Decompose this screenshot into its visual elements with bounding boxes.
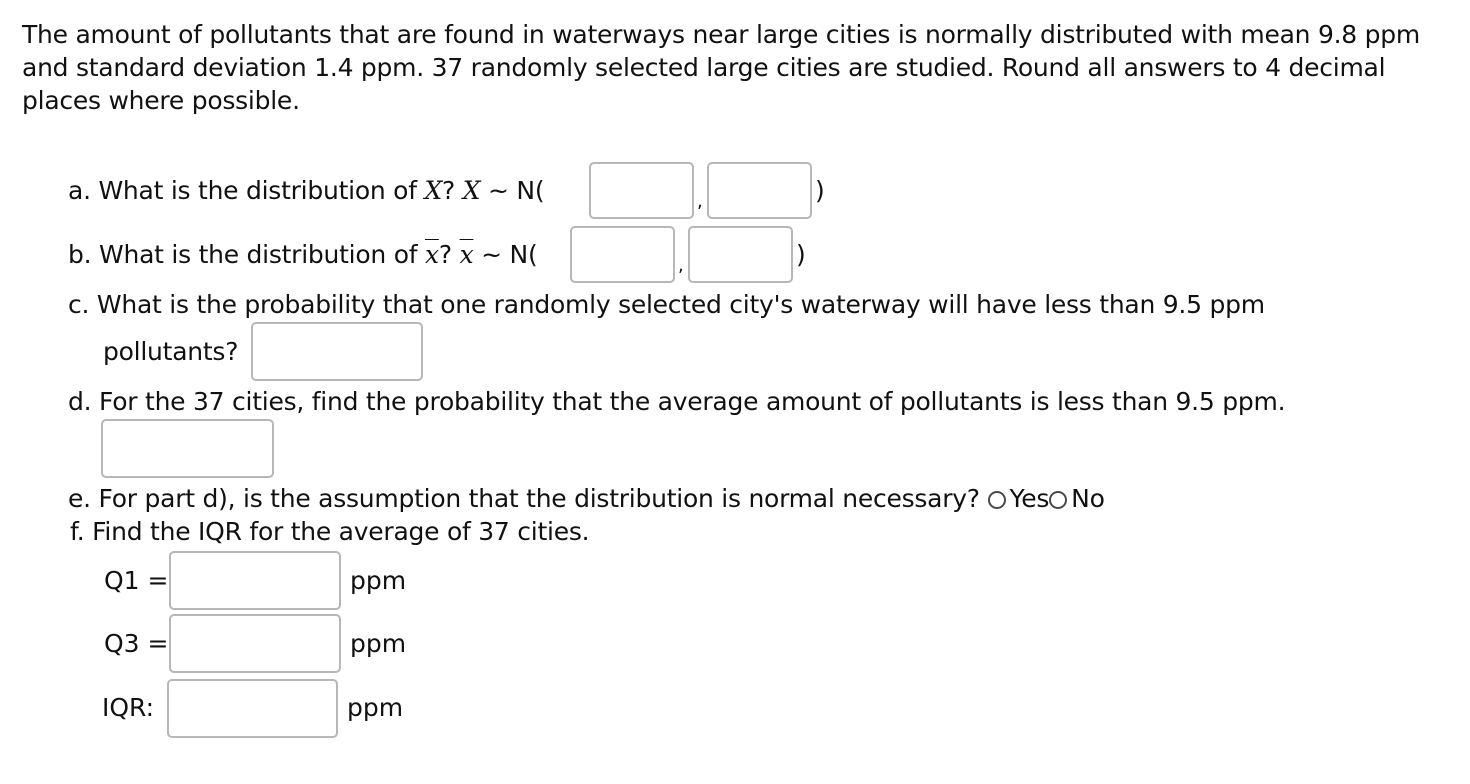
iqr-input[interactable] xyxy=(167,679,338,738)
distribution-notation-b: ~ N( xyxy=(473,240,538,269)
question-b xyxy=(68,240,537,270)
question-d: d. For the 37 cities, find the probability that the average amount of pollutants is less than 9.5 ppm. xyxy=(68,387,1286,416)
question-c-line2: pollutants? xyxy=(103,337,239,366)
variable-x-2: X xyxy=(462,176,481,205)
question-a-mid: ? xyxy=(442,176,463,205)
b-comma: , xyxy=(678,255,684,276)
question-b-mid: ? xyxy=(438,240,460,269)
problem-statement: The amount of pollutants that are found in waterways near large cities is normally distributed with mean 9.8 ppm and standard deviation 1.4 ppm. 37 randomly selected large cities are studied. Round all answers to 4 decimal places where possible. xyxy=(22,20,1421,115)
a-sd-input[interactable] xyxy=(707,162,812,219)
variable-xbar: $\overline{x}$ xyxy=(425,240,439,269)
q3-label: Q3 = xyxy=(104,629,169,658)
a-comma: , xyxy=(697,191,703,212)
a-close-paren: ) xyxy=(815,176,825,205)
iqr-unit: ppm xyxy=(347,693,404,722)
question-a-prefix: a. What is the distribution of xyxy=(68,176,425,205)
a-mean-input[interactable] xyxy=(589,162,694,219)
b-close-paren: ) xyxy=(796,240,806,269)
variable-x: X xyxy=(424,176,443,205)
b-mean-input[interactable] xyxy=(570,226,675,283)
q1-unit: ppm xyxy=(350,566,407,595)
question-e xyxy=(68,484,1105,514)
iqr-label: IQR: xyxy=(102,693,155,722)
question-e-text: e. For part d), is the assumption that the distribution is normal necessary? xyxy=(68,484,980,513)
c-probability-input[interactable] xyxy=(251,322,423,381)
question-f: f. Find the IQR for the average of 37 cities. xyxy=(70,517,590,546)
no-label[interactable]: No xyxy=(1071,484,1105,513)
question-a xyxy=(68,176,544,206)
question-c-line1: c. What is the probability that one randomly selected city's waterway will have less than 9.5 ppm xyxy=(68,290,1265,319)
q1-input[interactable] xyxy=(169,551,341,610)
d-probability-input[interactable] xyxy=(101,419,274,478)
question-b-prefix: b. What is the distribution of xyxy=(68,240,425,269)
q1-label: Q1 = xyxy=(104,566,169,595)
distribution-notation: ~ N( xyxy=(480,176,545,205)
q3-unit: ppm xyxy=(350,629,407,658)
variable-xbar-2: $\overline{x}$ xyxy=(459,240,474,269)
no-radio[interactable] xyxy=(1049,491,1067,509)
q3-input[interactable] xyxy=(169,614,341,673)
b-sd-input[interactable] xyxy=(688,226,793,283)
yes-radio[interactable] xyxy=(988,491,1006,509)
yes-label[interactable]: Yes xyxy=(1009,484,1050,513)
